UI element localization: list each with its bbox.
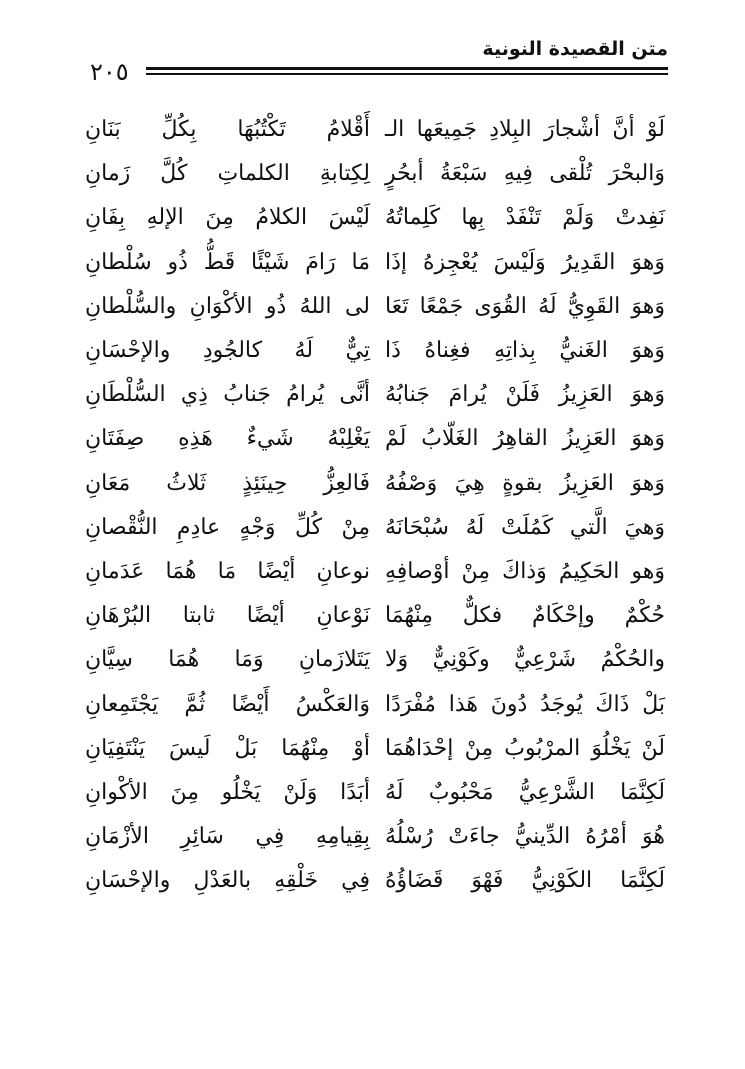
verse-first-hemistich: بَلْ ذَاكَ يُوجَدُ دُونَ هَذا مُفْرَدًا [385,691,665,717]
poem-body [85,108,665,903]
verse-line [85,638,665,682]
verse-first-hemistich: وَهيَ الَّتي كَمُلَتْ لَهُ سُبْحَانَهُ [385,514,665,540]
verse-first-hemistich: هُوَ أمْرُهُ الدِّينيُّ جاءَتْ رُسْلُهُ [385,824,665,850]
verse-line [85,771,665,815]
verse-second-hemistich: لى اللهُ ذُو الأكْوَانِ والسُّلْطانِ [85,293,370,319]
verse-line [85,462,665,506]
page-header [80,38,668,86]
verse-first-hemistich: لَكِنَّمَا الشَّرْعِيُّ مَحْبُوبٌ لَهُ [385,779,665,805]
verse-second-hemistich: أَقْلامُ تَكْتُبُهَا بِكُلِّ بَنَانِ [85,117,370,143]
verse-second-hemistich: مَا رَامَ شَيْئًا قَطُّ ذُو سُلْطانِ [85,249,370,275]
verse-line [85,682,665,726]
verse-second-hemistich: أبَدًا وَلَنْ يَخْلُو مِنَ الأكْوانِ [85,779,370,805]
verse-second-hemistich: يَتَلازَمانِ وَمَا هُمَا سِيَّانِ [85,647,370,673]
verse-line [85,815,665,859]
running-title: متن القصيدة النونية [482,38,668,60]
verse-first-hemistich: لَنْ يَخْلُوَ المرْبُوبُ مِنْ إحْدَاهُمَا [385,735,665,761]
verse-line [85,859,665,903]
verse-first-hemistich: وَهوَ العَزِيزُ فَلَنْ يُرامَ جَنابُهُ [385,382,665,408]
header-rule-thick [146,67,668,70]
verse-first-hemistich: حُكْمٌ وإحْكَامٌ فكلٌّ مِنْهُمَا [385,603,665,629]
header-rule-thin [146,73,668,75]
verse-line [85,594,665,638]
page-number: ٢٠٥ [90,58,129,86]
verse-line [85,152,665,196]
verse-first-hemistich: نَفِدتْ وَلَمْ تَنْفَدْ بِها كَلِماتُهُ [385,205,665,231]
verse-line [85,285,665,329]
verse-first-hemistich: وَهو الحَكِيمُ وَذاكَ مِنْ أوْصافِهِ [385,558,665,584]
verse-line [85,108,665,152]
verse-line [85,727,665,771]
verse-second-hemistich: نَوْعانِ أيْضًا ثابتا البُرْهَانِ [85,603,370,629]
verse-line [85,241,665,285]
verse-second-hemistich: تِيٌّ لَهُ كالجُودِ والإحْسَانِ [85,338,370,364]
verse-second-hemistich: مِنْ كُلِّ وَجْهٍ عادِمِ النُّقْصانِ [85,514,370,540]
verse-first-hemistich: وَهوَ العَزِيزُ القاهِرُ الغَلّابُ لَمْ [385,426,665,452]
verse-second-hemistich: نوعانِ أيْضًا مَا هُمَا عَدَمانِ [85,558,370,584]
verse-first-hemistich: وَهوَ العَزِيزُ بقوةٍ هِيَ وَصْفُهُ [385,470,665,496]
verse-first-hemistich: وَهوَ القَوِيُّ لَهُ القُوَى جَمْعًا تَعَا [385,293,665,319]
verse-second-hemistich: فِي خَلْقِهِ بالعَدْلِ والإحْسَانِ [85,868,370,894]
verse-second-hemistich: وَالعَكْسُ أَيْضًا ثُمَّ يَجْتَمِعانِ [85,691,370,717]
verse-second-hemistich: لَيْسَ الكلامُ مِنَ الإلهِ بِفَانِ [85,205,370,231]
verse-second-hemistich: فَالعِزُّ حِينَئِذٍ ثَلاثُ مَعَانِ [85,470,370,496]
verse-line [85,373,665,417]
verse-line [85,196,665,240]
verse-line [85,329,665,373]
verse-second-hemistich: يَغْلِبْهُ شَيءٌ هَذِهِ صِفَتَانِ [85,426,370,452]
verse-first-hemistich: وَهوَ القَدِيرُ وَلَيْسَ يُعْجِزهُ إذَا [385,249,665,275]
verse-second-hemistich: لِكِتابةِ الكلماتِ كُلَّ زَمانِ [85,161,370,187]
verse-second-hemistich: أوْ مِنْهُمَا بَلْ لَيسَ يَنْتَفِيَانِ [85,735,370,761]
verse-first-hemistich: لَكِنَّمَا الكَوْنِيُّ فَهْوَ قَضَاؤُهُ [385,868,665,894]
verse-line [85,550,665,594]
verse-first-hemistich: والحُكْمُ شَرْعِيٌّ وكَوْنِيٌّ وَلا [385,647,665,673]
verse-second-hemistich: بِقِيامِهِ فِي سَائِرِ الأزْمَانِ [85,824,370,850]
verse-first-hemistich: وَهوَ الغَنيُّ بِذاتِهِ فغِناهُ ذَا [385,338,665,364]
verse-line [85,417,665,461]
verse-first-hemistich: لَوْ أنَّ أشْجارَ البِلادِ جَمِيعَها الـ [385,117,665,143]
verse-first-hemistich: وَالبحْرَ تُلْقى فِيهِ سَبْعَةُ أبحُرٍ [385,161,665,187]
verse-second-hemistich: أنَّى يُرامُ جَنابُ ذِي السُّلْطَانِ [85,382,370,408]
verse-line [85,506,665,550]
